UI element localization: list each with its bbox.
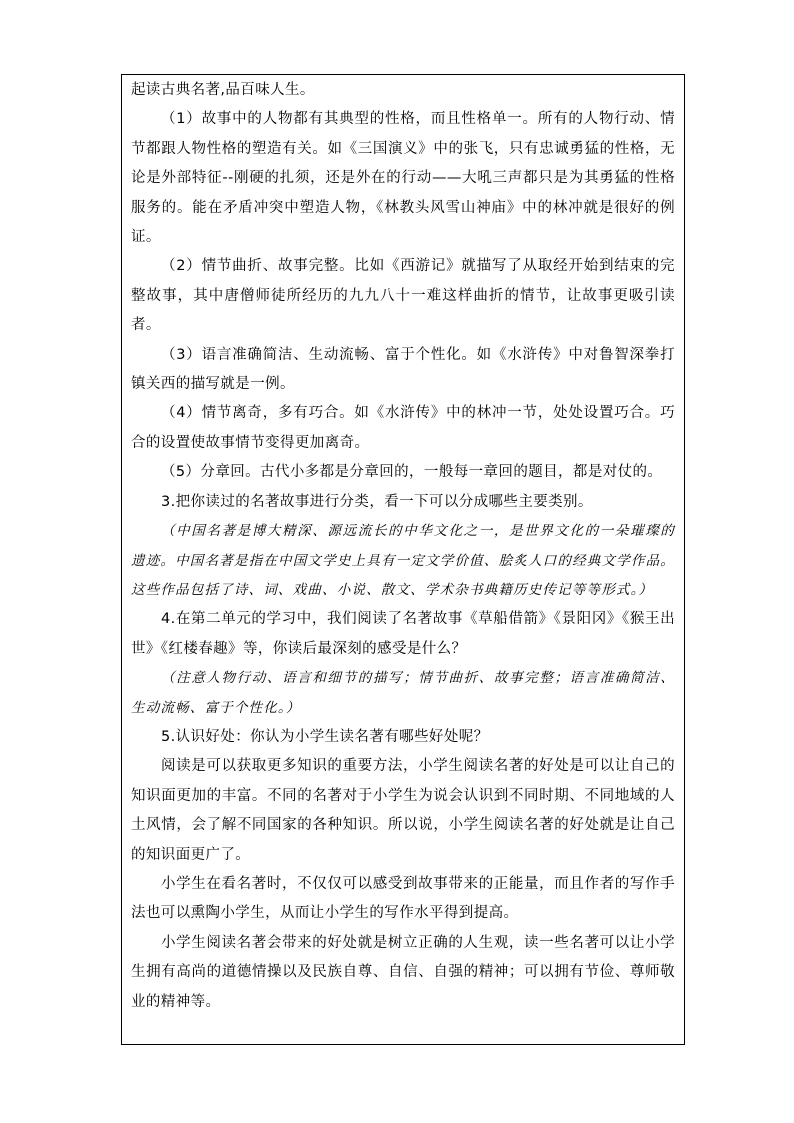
paragraph-feature-2: （2）情节曲折、故事完整。比如《西游记》就描写了从取经开始到结束的完整故事，其中唐僧师徒所经历的九九八十一难这样曲折的情节，让故事更吸引读者。 [131,258,675,334]
answer-note-3: （中国名著是博大精深、源远流长的中华文化之一，是世界文化的一朵璀璨的遗迹。中国名著是指在中国文学史上具有一定文学价值、脍炙人口的经典文学作品。这些作品包括了诗、词、戏曲、小说、散文、学术杂书典籍历史传记等等形式。） [131,523,675,598]
question-4: 4.在第二单元的学习中，我们阅读了名著故事《草船借箭》《景阳冈》《猴王出世》《红楼春趣》等，你读后最深刻的感受是什么？ [131,611,675,657]
answer-note-4: （注意人物行动、语言和细节的描写；情节曲折、故事完整；语言准确简洁、生动流畅、富于个性化。） [131,670,675,716]
answer-paragraph-3: 小学生阅读名著会带来的好处就是树立正确的人生观，读一些名著可以让小学生拥有高尚的道德情操以及民族自尊、自信、自强的精神；可以拥有节俭、尊师敬业的精神等。 [131,934,675,1010]
paragraph-intro-tail: 起读古典名著,品百味人生。 [131,82,315,98]
paragraph-feature-1: （1）故事中的人物都有其典型的性格，而且性格单一。所有的人物行动、情节都跟人物性格的塑造有关。如《三国演义》中的张飞，只有忠诚勇猛的性格，无论是外部特征--刚硬的扎须，还是外在的行动——大吼三声都只是为其勇猛的性格服务的。能在矛盾冲突中塑造人物，《林教头风雪山神庙》中的林冲就是很好的例证。 [131,111,675,246]
text-frame [121,74,685,1045]
paragraph-feature-5: （5）分章回。古代小多都是分章回的，一般每一章回的题目，都是对仗的。 [161,464,663,481]
question-5: 5.认识好处：你认为小学生读名著有哪些好处呢？ [161,728,489,745]
paragraph-feature-4: （4）情节离奇，多有巧合。如《水浒传》中的林冲一节，处处设置巧合。巧合的设置使故事情节变得更加离奇。 [131,405,675,451]
answer-paragraph-1: 阅读是可以获取更多知识的重要方法，小学生阅读名著的好处是可以让自己的知识面更加的丰富。不同的名著对于小学生为说会认识到不同时期、不同地域的人土风情，会了解不同国家的各种知识。所以说，小学生阅读名著的好处就是让自己的知识面更广了。 [131,758,675,863]
question-3: 3.把你读过的名著故事进行分类，看一下可以分成哪些主要类别。 [161,493,593,510]
paragraph-feature-3: （3）语言准确简洁、生动流畅、富于个性化。如《水浒传》中对鲁智深拳打镇关西的描写就是一例。 [131,346,675,393]
content-body [122,75,684,1017]
answer-paragraph-2: 小学生在看名著时，不仅仅可以感受到故事带来的正能量，而且作者的写作手法也可以熏陶小学生，从而让小学生的写作水平得到提高。 [131,875,675,922]
